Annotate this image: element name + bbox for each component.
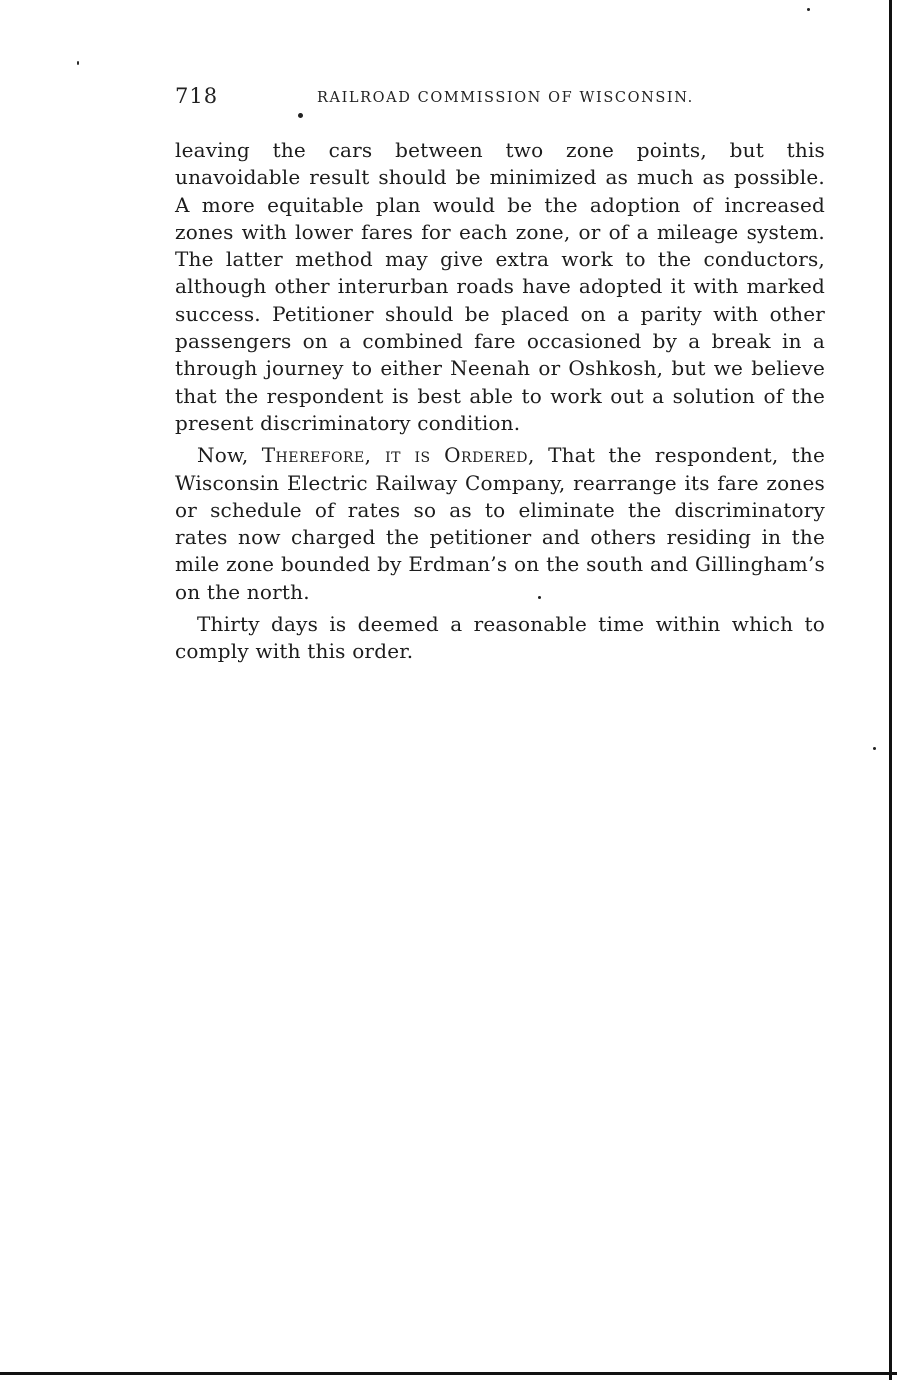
body-text: [175, 137, 825, 666]
order-caps: Therefore, it is Ordered,: [261, 443, 535, 468]
running-head-title: RAILROAD COMMISSION OF WISCONSIN.: [317, 90, 694, 106]
running-head: [175, 84, 825, 110]
scan-speck: [873, 747, 876, 750]
paragraph-2-rest: That the respondent, the Wisconsin Electric Railway Company, rearrange its fare zones or schedule of rates so as to eliminate the discriminatory rates now charged the petitioner and others residing in the mile zone bounded by Erdman’s on the south and Gillingham’s on the north.: [175, 443, 826, 604]
scan-speck: [538, 596, 541, 599]
scan-edge-bottom: [0, 1372, 897, 1375]
scan-speck: [298, 113, 303, 118]
paragraph-2: [175, 442, 825, 606]
order-lead: Now,: [197, 443, 249, 468]
paragraph-1: leaving the cars between two zone points, but this unavoidable result should be minimized as much as possible. A more equitable plan would be the adoption of increased zones with lower fares for each zone, or of a mileage system. The latter method may give extra work to the conductors, although other interurban roads have adopted it with marked success. Petitioner should be placed on a parity with other passengers on a combined fare occasioned by a break in a through journey to either Neenah or Oshkosh, but we believe that the respondent is best able to work out a solution of the present discriminatory condition.: [175, 138, 825, 435]
page-number: 718: [175, 84, 219, 108]
paragraph-3: Thirty days is deemed a reasonable time within which to comply with this order.: [175, 612, 825, 664]
scan-speck: [807, 8, 810, 11]
scan-speck: [77, 61, 79, 65]
scan-edge-right: [889, 0, 892, 1380]
